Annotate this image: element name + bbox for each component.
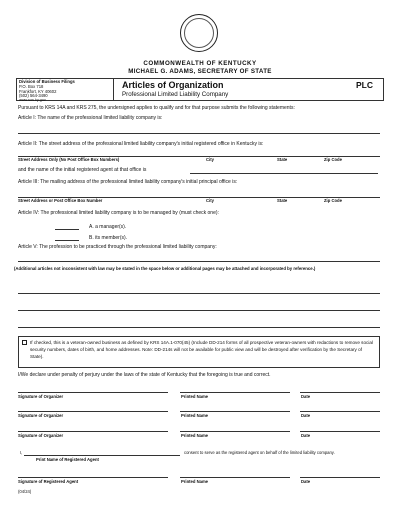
- street-or-po-label: Street Address or Post Office Box Number: [18, 198, 103, 203]
- additional-articles-line-3[interactable]: [18, 327, 380, 328]
- article-3-text: Article III: The mailing address of the professional limited liability company's initial principal office is:: [18, 179, 238, 185]
- zip-label: Zip Code: [324, 198, 342, 203]
- commonwealth-heading: COMMONWEALTH OF KENTUCKY: [143, 60, 257, 67]
- city-label: City: [206, 198, 214, 203]
- organizer-2-name-field[interactable]: [180, 411, 290, 412]
- organizer-2-signature-field[interactable]: [18, 411, 168, 412]
- signature-label: Signature of Organizer: [18, 413, 64, 418]
- agent-name-field[interactable]: [24, 455, 180, 456]
- declaration-text: I/We declare under penalty of perjury under the laws of the state of Kentucky that the foregoing is true and correct.: [18, 372, 271, 378]
- office-phone: (502) 564-3490: [19, 93, 48, 98]
- signature-label: Signature of Organizer: [18, 394, 64, 399]
- agent-name-label: Print Name of Registered Agent: [36, 457, 99, 462]
- printed-name-label: Printed Name: [181, 479, 208, 484]
- organizer-1-signature-field[interactable]: [18, 392, 168, 393]
- article-4-text: Article IV: The professional limited liability company is to be managed by (must check one):: [18, 210, 219, 216]
- registered-agent-name-field[interactable]: [190, 173, 378, 174]
- organizer-3-date-field[interactable]: [300, 431, 380, 432]
- date-label: Date: [301, 433, 311, 438]
- agent-consent-prefix: I,: [20, 450, 23, 455]
- organizer-2-date-field[interactable]: [300, 411, 380, 412]
- intro-text: Pursuant to KRS 14A and KRS 275, the undersigned applies to qualify and for that purpose submits the following statements:: [18, 105, 295, 111]
- article-1-text: Article I: The name of the professional limited liability company is:: [18, 115, 163, 121]
- agent-date-field[interactable]: [300, 477, 380, 478]
- organizer-1-date-field[interactable]: [300, 392, 380, 393]
- signature-label: Signature of Organizer: [18, 433, 64, 438]
- street-address-label: Street Address Only (No Post Office Box Numbers): [18, 157, 120, 162]
- printed-name-label: Printed Name: [181, 413, 208, 418]
- form-subtitle: Professional Limited Liability Company: [122, 91, 229, 98]
- kentucky-seal-icon: [180, 14, 218, 52]
- additional-articles-note: (Additional articles not inconsistent with law may be stated in the space below or additional pages may be attached and incorporated by reference.): [14, 266, 316, 271]
- option-a-label: A. a manager(s).: [89, 224, 127, 230]
- registered-agent-text: and the name of the initial registered agent at that office is: [18, 167, 147, 173]
- member-option-blank[interactable]: [55, 240, 79, 241]
- veteran-owned-text: If checked, this is a veteran-owned business as defined by KRS 14A.1-070(45) (Include DD-214 forms of all prospective veteran-owners with redactions to remove social security numbers, dates of birth, and home addresses. Note: DD-214s will not be available for public view and will be destroyed after verification by the Secretary of State).: [30, 339, 373, 359]
- agent-printed-name-field[interactable]: [180, 477, 290, 478]
- form-code: PLC: [356, 80, 373, 90]
- profession-field[interactable]: [18, 261, 380, 262]
- additional-articles-line-2[interactable]: [18, 310, 380, 311]
- date-label: Date: [301, 413, 311, 418]
- printed-name-label: Printed Name: [181, 394, 208, 399]
- article-2-text: Article II: The street address of the professional limited liability company's initial registered office in Kentucky is:: [18, 141, 264, 147]
- secretary-heading: MICHAEL G. ADAMS, SECRETARY OF STATE: [128, 68, 272, 75]
- office-address1: P.O. Box 718: [19, 84, 44, 89]
- agent-signature-label: Signature of Registered Agent: [18, 479, 79, 484]
- option-b-label: B. its member(s).: [89, 235, 128, 241]
- veteran-owned-checkbox[interactable]: [22, 340, 27, 345]
- additional-articles-line-1[interactable]: [18, 293, 380, 294]
- organizer-1-name-field[interactable]: [180, 392, 290, 393]
- company-name-field[interactable]: [18, 133, 380, 134]
- header-divider: [113, 78, 114, 101]
- division-name: Division of Business Filings: [19, 79, 75, 84]
- agent-consent-text: consent to serve as the registered agent on behalf of the limited liability company.: [184, 450, 335, 455]
- organizer-3-name-field[interactable]: [180, 431, 290, 432]
- organizer-3-signature-field[interactable]: [18, 431, 168, 432]
- revision-date: (04/24): [18, 489, 32, 494]
- printed-name-label: Printed Name: [181, 433, 208, 438]
- city-label: City: [206, 157, 214, 162]
- date-label: Date: [301, 394, 311, 399]
- date-label: Date: [301, 479, 311, 484]
- agent-signature-field[interactable]: [18, 477, 168, 478]
- office-web: www.sos.ky.gov: [19, 97, 46, 102]
- state-label: State: [277, 198, 288, 203]
- manager-option-blank[interactable]: [55, 229, 79, 230]
- article-5-text: Article V: The profession to be practiced through the professional limited liability company:: [18, 244, 217, 250]
- office-address2: Frankfort, KY 40602: [19, 88, 57, 94]
- form-title: Articles of Organization: [122, 80, 224, 90]
- state-label: State: [277, 157, 288, 162]
- zip-label: Zip Code: [324, 157, 342, 162]
